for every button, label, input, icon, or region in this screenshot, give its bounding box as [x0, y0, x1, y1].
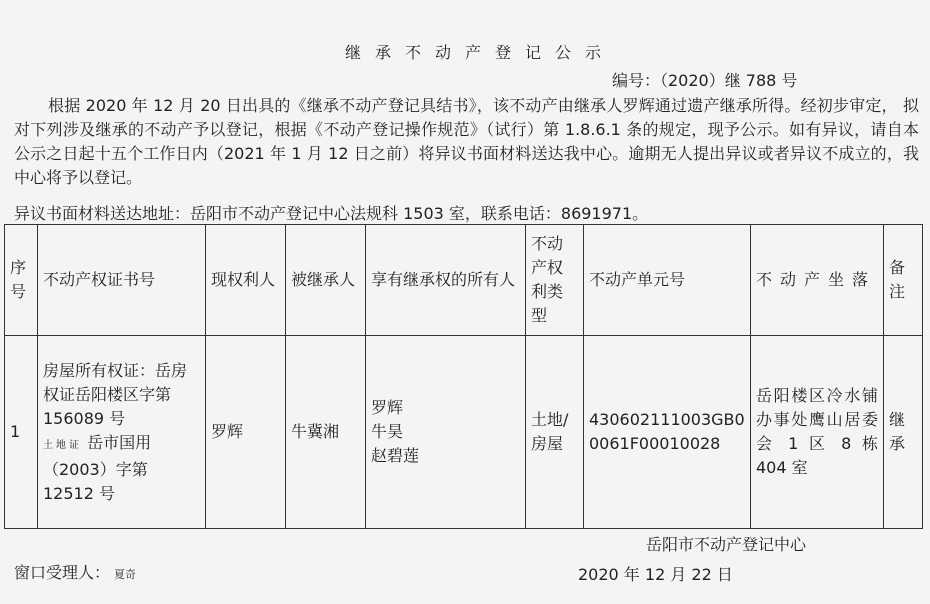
header-seq: 序号	[5, 225, 38, 336]
heir-name: 赵碧莲	[371, 446, 420, 465]
notice-title: 继承不动产登记公示	[344, 43, 615, 62]
header-remark: 备注	[884, 225, 923, 336]
cell-heirs	[366, 336, 526, 529]
table-row	[5, 336, 923, 529]
header-unit-no: 不动产单元号	[584, 225, 751, 336]
cert-house: 房屋所有权证：岳房权证岳阳楼区字第 156089 号	[43, 360, 188, 428]
cell-holder: 罗辉	[206, 336, 286, 529]
cert-land-number: 岳市国用（2003）字第 12512 号	[43, 432, 152, 503]
cell-decedent: 牛冀湘	[286, 336, 366, 529]
header-holder: 现权利人	[206, 225, 286, 336]
receiver-name: 夏奇	[114, 568, 137, 581]
header-location: 不动产坐落	[751, 225, 884, 336]
heir-name: 牛昊	[371, 422, 404, 441]
cell-unit-no: 430602111003GB00061F00010028	[584, 336, 751, 529]
header-heirs: 享有继承权的所有人	[366, 225, 526, 336]
cert-land	[43, 431, 200, 506]
receiver	[14, 560, 136, 583]
table-header-row	[5, 225, 923, 336]
cell-remark: 继承	[884, 336, 923, 529]
registration-table	[4, 224, 923, 529]
notice-date: 2020 年 12 月 22 日	[578, 565, 733, 584]
cert-land-prefix: 土地证	[43, 439, 82, 451]
receiver-label: 窗口受理人：	[14, 563, 111, 582]
cell-location: 岳阳楼区冷水铺办事处鹰山居委会 1 区 8 栋 404 室	[751, 336, 884, 529]
cell-cert-no	[38, 336, 206, 529]
notice-body: 根据 2020 年 12 月 20 日出具的《继承不动产登记具结书》，该不动产由继承人罗辉通过遗产继承所得。经初步审定， 拟对下列涉及继承的不动产予以登记，根据《不动产登记操作规范》（试行）第 1.8.6.1 条的规定，现予公示。如有异议，请自本公示之日起十五个工作日内（2021 年 1 月 12 日之前）将异议书面材料送达我中心。逾期无人提出异议或者异议不成立的，我中心将予以登记。	[14, 96, 919, 187]
header-cert-no: 不动产权证书号	[38, 225, 206, 336]
objection-address: 异议书面材料送达地址：岳阳市不动产登记中心法规科 1503 室，联系电话：8691971。	[14, 204, 649, 223]
heir-name: 罗辉	[371, 398, 404, 417]
cell-right-type: 土地/房屋	[526, 336, 584, 529]
doc-number: 编号：（2020）继 788 号	[612, 71, 798, 90]
header-right-type: 不动产权利类型	[526, 225, 584, 336]
issuing-office: 岳阳市不动产登记中心	[646, 535, 807, 554]
cell-seq: 1	[5, 336, 38, 529]
header-decedent: 被继承人	[286, 225, 366, 336]
